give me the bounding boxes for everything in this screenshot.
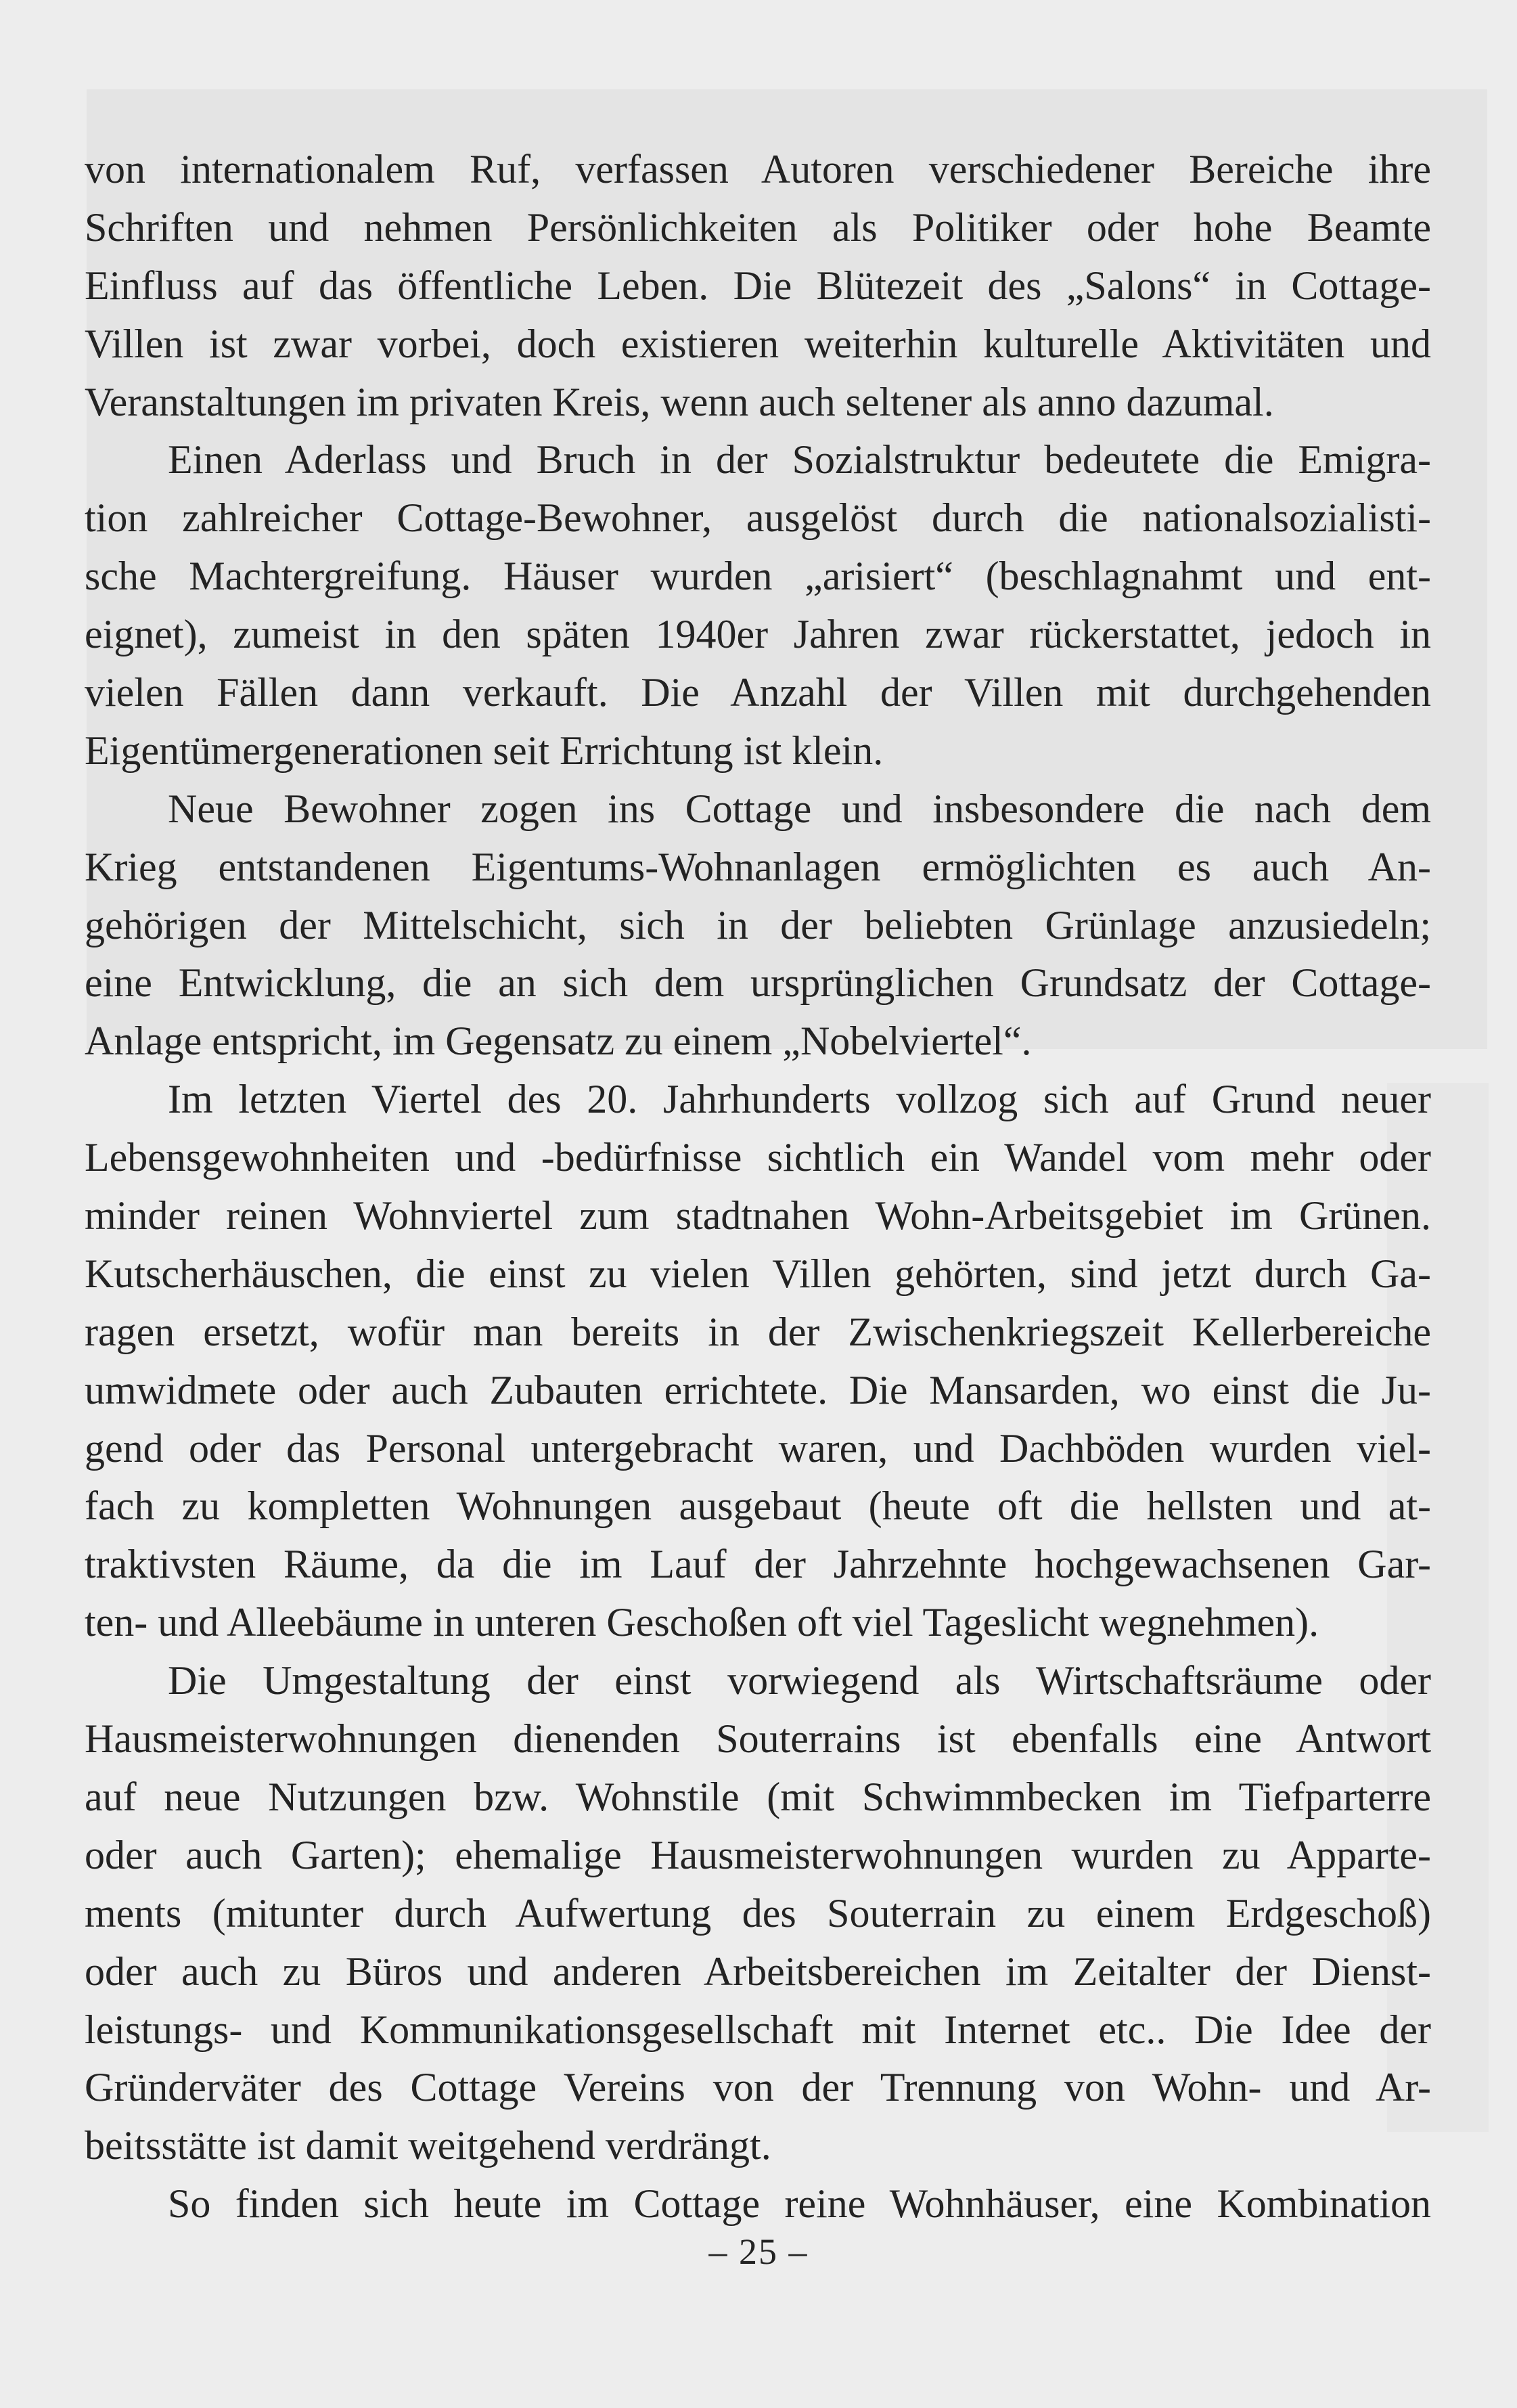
text-line: Die Umgestaltung der einst vorwiegend als Wirtschaftsräume oder [168, 1658, 1431, 1703]
text-line: Villen ist zwar vorbei, doch existieren weiterhin kulturelle Aktivitäten und [85, 321, 1431, 366]
text-line: So finden sich heute im Cottage reine Wohnhäuser, eine Kombination [168, 2181, 1431, 2227]
text-line: Krieg entstandenen Eigentums-Wohnanlagen ermöglichten es auch An- [85, 844, 1431, 889]
text-line: traktivsten Räume, da die im Lauf der Jahrzehnte hochgewachsenen Gar- [85, 1542, 1431, 1587]
text-line: ten- und Alleebäume in unteren Geschoßen oft viel Tageslicht wegnehmen). [85, 1600, 1319, 1645]
text-line: Schriften und nehmen Persönlichkeiten als Politiker oder hohe Beamte [85, 204, 1431, 250]
text-line: ragen ersetzt, wofür man bereits in der Zwischenkriegszeit Kellerbereiche [85, 1309, 1431, 1354]
text-line: vielen Fällen dann verkauft. Die Anzahl der Villen mit durchgehenden [85, 670, 1431, 715]
text-line: Hausmeisterwohnungen dienenden Souterrains ist ebenfalls eine Antwort [85, 1716, 1431, 1762]
text-line: fach zu kompletten Wohnungen ausgebaut (heute oft die hellsten und at- [85, 1484, 1431, 1529]
text-line: Lebensgewohnheiten und -bedürfnisse sichtlich ein Wandel vom mehr oder [85, 1135, 1431, 1180]
text-line: beitsstätte ist damit weitgehend verdrängt. [85, 2123, 771, 2168]
text-line: von internationalem Ruf, verfassen Autoren verschiedener Bereiche ihre [85, 147, 1431, 192]
text-line: ments (mitunter durch Aufwertung des Souterrain zu einem Erdgeschoß) [85, 1890, 1431, 1936]
text-line: gehörigen der Mittelschicht, sich in der beliebten Grünlage anzusiedeln; [85, 902, 1431, 947]
text-line: auf neue Nutzungen bzw. Wohnstile (mit Schwimmbecken im Tiefparterre [85, 1774, 1431, 1819]
text-line: oder auch zu Büros und anderen Arbeitsbereichen im Zeitalter der Dienst- [85, 1948, 1431, 1994]
text-line: leistungs- und Kommunikationsgesellschaft mit Internet etc.. Die Idee der [85, 2007, 1431, 2052]
text-line: Im letzten Viertel des 20. Jahrhunderts vollzog sich auf Grund neuer [168, 1077, 1431, 1122]
text-line: Neue Bewohner zogen ins Cottage und insbesondere die nach dem [168, 786, 1431, 831]
text-line: eine Entwicklung, die an sich dem ursprünglichen Grundsatz der Cottage- [85, 960, 1431, 1006]
text-line: sche Machtergreifung. Häuser wurden „arisiert“ (beschlagnahmt und ent- [85, 554, 1431, 599]
paragraph [85, 431, 1431, 780]
text-line: oder auch Garten); ehemalige Hausmeisterwohnungen wurden zu Apparte- [85, 1832, 1431, 1877]
text-line: Einfluss auf das öffentliche Leben. Die Blütezeit des „Salons“ in Cottage- [85, 263, 1431, 308]
body-text [85, 141, 1431, 2233]
paragraph [85, 780, 1431, 1071]
paragraph [85, 1071, 1431, 1652]
text-line: Eigentümergenerationen seit Errichtung ist klein. [85, 728, 884, 773]
text-line: minder reinen Wohnviertel zum stadtnahen Wohn-Arbeitsgebiet im Grünen. [85, 1193, 1431, 1239]
text-line: gend oder das Personal untergebracht waren, und Dachböden wurden viel- [85, 1425, 1431, 1471]
text-line: umwidmete oder auch Zubauten errichtete. Die Mansarden, wo einst die Ju- [85, 1367, 1431, 1412]
text-line: eignet), zumeist in den späten 1940er Jahren zwar rückerstattet, jedoch in [85, 612, 1431, 657]
text-line: Anlage entspricht, im Gegensatz zu einem „Nobelviertel“. [85, 1019, 1032, 1064]
paragraph [85, 2175, 1431, 2233]
text-line: Kutscherhäuschen, die einst zu vielen Villen gehörten, sind jetzt durch Ga- [85, 1251, 1431, 1296]
paragraph [85, 141, 1431, 431]
text-line: Gründerväter des Cottage Vereins von der Trennung von Wohn- und Ar- [85, 2065, 1431, 2110]
paragraph [85, 1652, 1431, 2175]
text-line: Veranstaltungen im privaten Kreis, wenn auch seltener als anno dazumal. [85, 379, 1274, 424]
page-number: – 25 – [708, 2231, 809, 2272]
text-line: Einen Aderlass und Bruch in der Sozialstruktur bedeutete die Emigra- [168, 437, 1431, 483]
text-line: tion zahlreicher Cottage-Bewohner, ausgelöst durch die nationalsozialisti- [85, 495, 1431, 541]
